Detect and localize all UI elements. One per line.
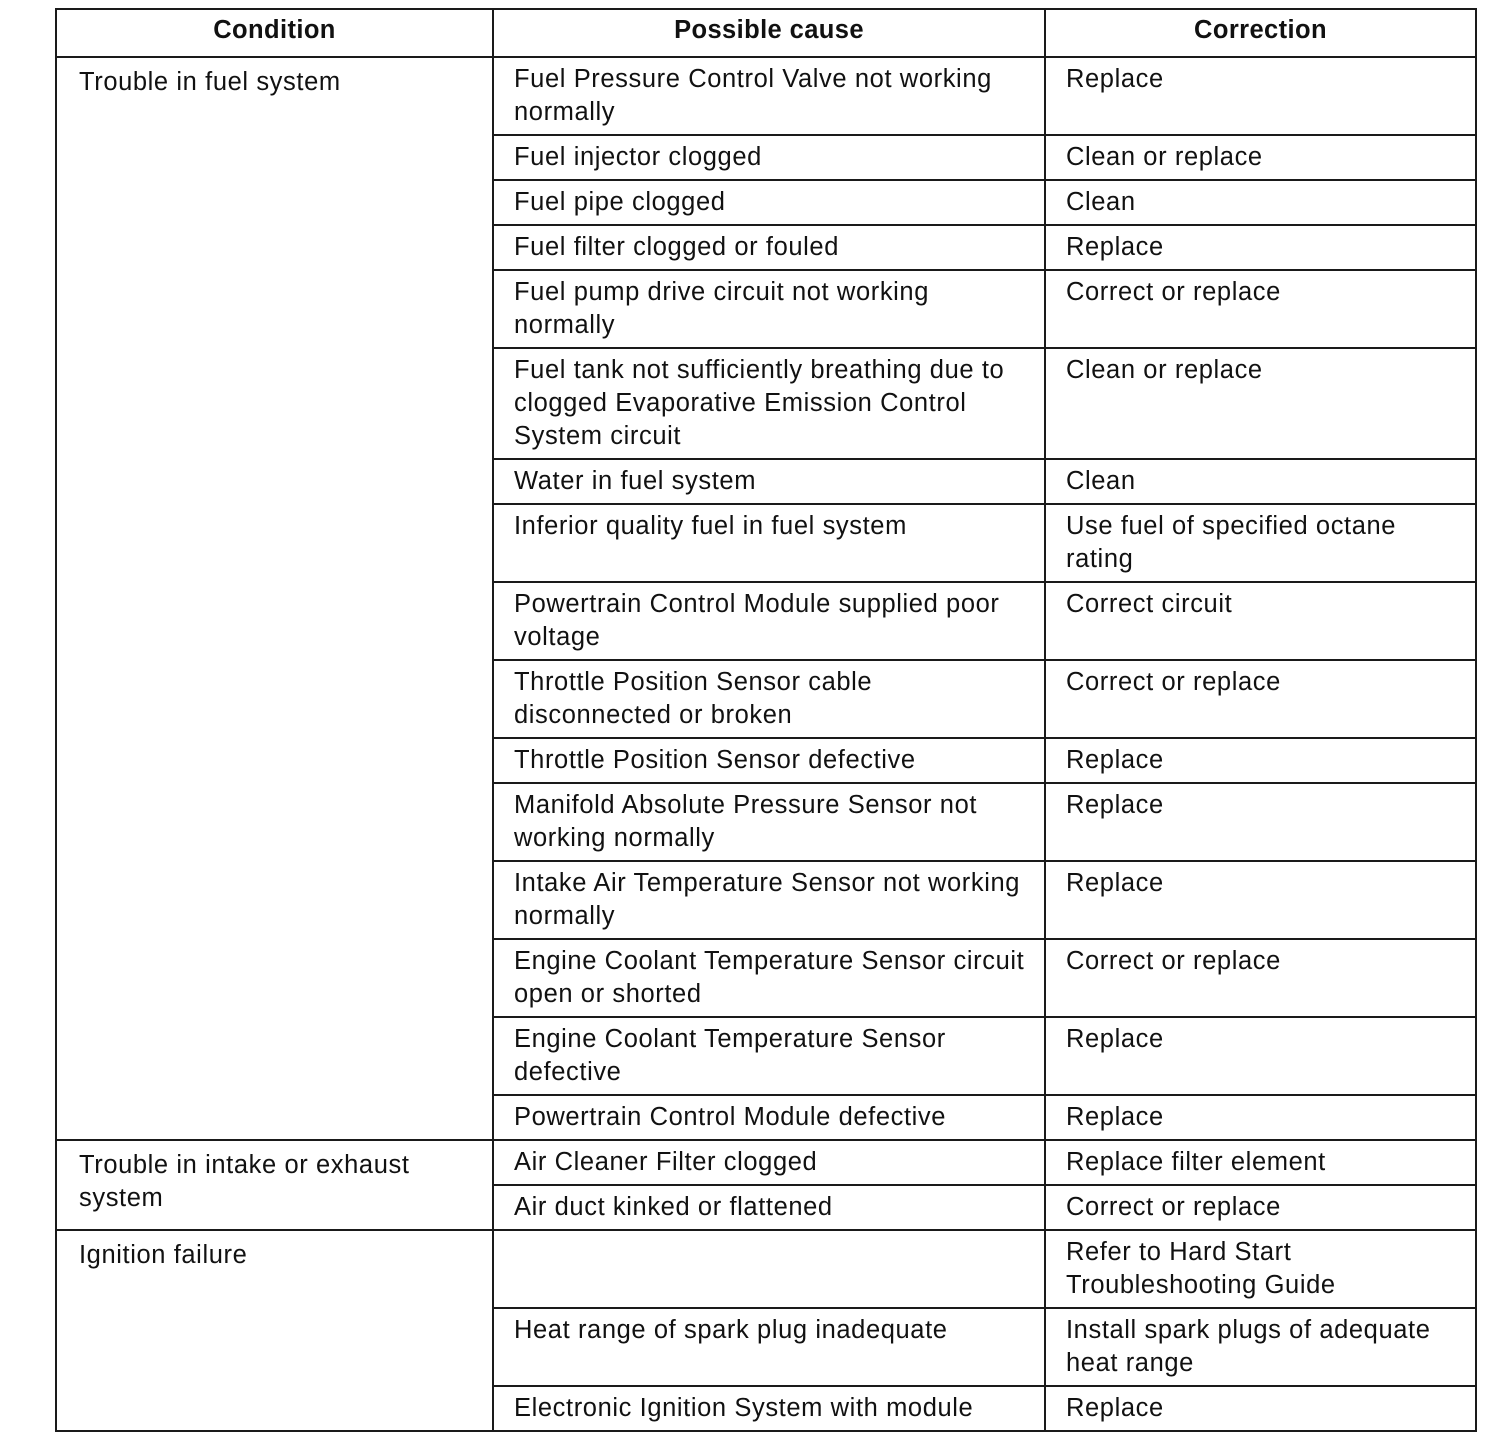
- correction-cell: Clean or replace: [1045, 135, 1476, 180]
- header-correction: Correction: [1045, 9, 1476, 57]
- cause-cell: Fuel injector clogged: [493, 135, 1045, 180]
- correction-cell: Use fuel of specified octane rating: [1045, 504, 1476, 582]
- correction-cell: Replace: [1045, 225, 1476, 270]
- correction-cell: Replace filter element: [1045, 1140, 1476, 1185]
- cause-cell: Engine Coolant Temperature Sensor defective: [493, 1017, 1045, 1095]
- cause-cell: Manifold Absolute Pressure Sensor not working normally: [493, 783, 1045, 861]
- troubleshooting-table: [55, 8, 1477, 1432]
- correction-cell: Replace: [1045, 1386, 1476, 1431]
- correction-cell: Replace: [1045, 1017, 1476, 1095]
- cause-cell: Fuel tank not sufficiently breathing due to clogged Evaporative Emission Control System circuit: [493, 348, 1045, 459]
- table-row: [56, 57, 1476, 135]
- cause-cell: Fuel pump drive circuit not working normally: [493, 270, 1045, 348]
- correction-cell: Clean: [1045, 459, 1476, 504]
- cause-cell: Heat range of spark plug inadequate: [493, 1308, 1045, 1386]
- condition-cell: Trouble in fuel system: [56, 57, 493, 1140]
- cause-cell: Throttle Position Sensor cable disconnected or broken: [493, 660, 1045, 738]
- header-row: [56, 9, 1476, 57]
- cause-cell: Air duct kinked or flattened: [493, 1185, 1045, 1230]
- correction-cell: Correct or replace: [1045, 660, 1476, 738]
- cause-cell: Inferior quality fuel in fuel system: [493, 504, 1045, 582]
- table-row: [56, 1140, 1476, 1185]
- correction-cell: Replace: [1045, 57, 1476, 135]
- cause-cell: Fuel filter clogged or fouled: [493, 225, 1045, 270]
- cause-cell: Water in fuel system: [493, 459, 1045, 504]
- cause-cell: Powertrain Control Module defective: [493, 1095, 1045, 1140]
- condition-cell: Trouble in intake or exhaust system: [56, 1140, 493, 1230]
- table-body: [56, 57, 1476, 1431]
- troubleshooting-sheet: [55, 8, 1475, 1432]
- header-possible-cause: Possible cause: [493, 9, 1045, 57]
- table-row: [56, 1230, 1476, 1308]
- cause-cell: [493, 1230, 1045, 1308]
- cause-cell: Powertrain Control Module supplied poor voltage: [493, 582, 1045, 660]
- correction-cell: Clean or replace: [1045, 348, 1476, 459]
- correction-cell: Clean: [1045, 180, 1476, 225]
- cause-cell: Fuel pipe clogged: [493, 180, 1045, 225]
- cause-cell: Intake Air Temperature Sensor not working normally: [493, 861, 1045, 939]
- correction-cell: Correct or replace: [1045, 939, 1476, 1017]
- condition-cell: Ignition failure: [56, 1230, 493, 1431]
- correction-cell: Replace: [1045, 783, 1476, 861]
- cause-cell: Engine Coolant Temperature Sensor circuit open or shorted: [493, 939, 1045, 1017]
- correction-cell: Correct or replace: [1045, 270, 1476, 348]
- correction-cell: Refer to Hard Start Troubleshooting Guide: [1045, 1230, 1476, 1308]
- correction-cell: Correct or replace: [1045, 1185, 1476, 1230]
- correction-cell: Replace: [1045, 861, 1476, 939]
- correction-cell: Correct circuit: [1045, 582, 1476, 660]
- correction-cell: Replace: [1045, 1095, 1476, 1140]
- cause-cell: Air Cleaner Filter clogged: [493, 1140, 1045, 1185]
- cause-cell: Electronic Ignition System with module: [493, 1386, 1045, 1431]
- correction-cell: Replace: [1045, 738, 1476, 783]
- cause-cell: Throttle Position Sensor defective: [493, 738, 1045, 783]
- correction-cell: Install spark plugs of adequate heat range: [1045, 1308, 1476, 1386]
- header-condition: Condition: [56, 9, 493, 57]
- cause-cell: Fuel Pressure Control Valve not working normally: [493, 57, 1045, 135]
